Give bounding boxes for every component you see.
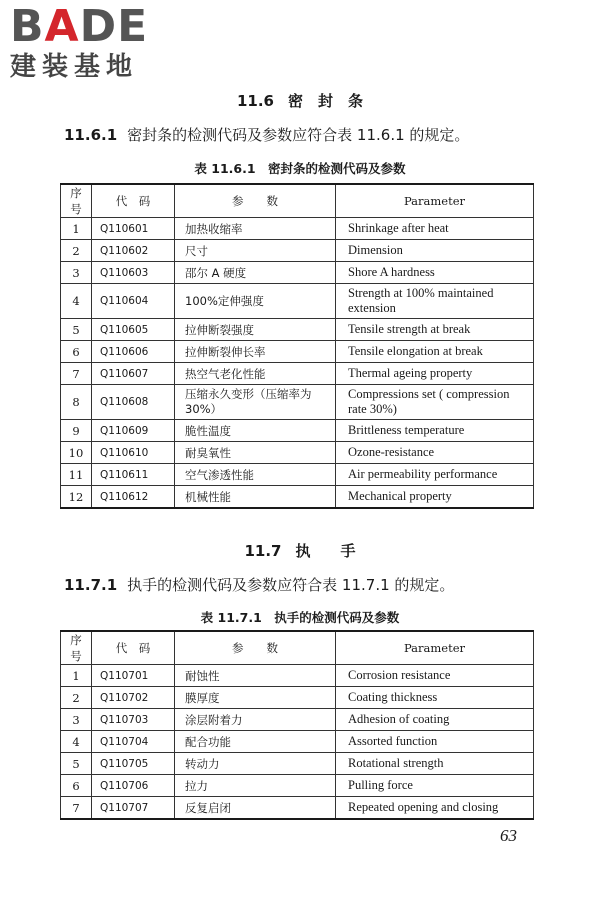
table-row xyxy=(61,385,534,420)
table-caption: 表 11.7.1 执手的检测代码及参数 xyxy=(200,610,400,625)
cell-param-cn: 转动力 xyxy=(175,753,336,775)
cell-code: Q110704 xyxy=(92,731,175,753)
cell-param-cn: 空气渗透性能 xyxy=(175,464,336,486)
cell-param-cn: 膜厚度 xyxy=(175,687,336,709)
cell-no: 8 xyxy=(61,385,92,420)
cell-param-cn: 机械性能 xyxy=(175,486,336,509)
cell-param-cn: 尺寸 xyxy=(175,240,336,262)
cell-code: Q110703 xyxy=(92,709,175,731)
cell-param-cn: 拉伸断裂强度 xyxy=(175,319,336,341)
cell-code: Q110603 xyxy=(92,262,175,284)
table-row xyxy=(61,420,534,442)
clause-text: 11.6.1 密封条的检测代码及参数应符合表 11.6.1 的规定。 xyxy=(64,126,470,144)
page-number: 63 xyxy=(500,826,517,845)
cell-param-en: Thermal ageing property xyxy=(336,363,534,385)
cell-no: 12 xyxy=(61,486,92,509)
cell-no: 7 xyxy=(61,797,92,820)
cell-param-cn: 热空气老化性能 xyxy=(175,363,336,385)
table-row xyxy=(61,731,534,753)
cell-code: Q110609 xyxy=(92,420,175,442)
cell-param-en: Assorted function xyxy=(336,731,534,753)
table-row xyxy=(61,464,534,486)
table-row xyxy=(61,240,534,262)
table-row xyxy=(61,284,534,319)
section-title: 11.6 密 封 条 xyxy=(236,92,364,110)
header-param-cn: 参 数 xyxy=(175,631,336,665)
cell-param-cn: 拉伸断裂伸长率 xyxy=(175,341,336,363)
table-header-row xyxy=(61,631,534,665)
cell-param-cn: 耐臭氧性 xyxy=(175,442,336,464)
table-header-row xyxy=(61,184,534,218)
cell-no: 2 xyxy=(61,240,92,262)
clause-text: 11.7.1 执手的检测代码及参数应符合表 11.7.1 的规定。 xyxy=(64,576,455,594)
cell-no: 10 xyxy=(61,442,92,464)
cell-code: Q110611 xyxy=(92,464,175,486)
cell-param-en: Adhesion of coating xyxy=(336,709,534,731)
cell-param-cn: 脆性温度 xyxy=(175,420,336,442)
table-row xyxy=(61,665,534,687)
cell-param-cn: 加热收缩率 xyxy=(175,218,336,240)
cell-code: Q110706 xyxy=(92,775,175,797)
table-row xyxy=(61,753,534,775)
table-row xyxy=(61,341,534,363)
table-row xyxy=(61,442,534,464)
cell-no: 4 xyxy=(61,284,92,319)
header-no: 序号 xyxy=(61,631,92,665)
cell-code: Q110607 xyxy=(92,363,175,385)
cell-code: Q110605 xyxy=(92,319,175,341)
cell-no: 4 xyxy=(61,731,92,753)
cell-code: Q110608 xyxy=(92,385,175,420)
cell-param-en: Brittleness temperature xyxy=(336,420,534,442)
cell-param-cn: 反复启闭 xyxy=(175,797,336,820)
cell-no: 9 xyxy=(61,420,92,442)
cell-code: Q110604 xyxy=(92,284,175,319)
cell-code: Q110612 xyxy=(92,486,175,509)
cell-no: 3 xyxy=(61,262,92,284)
cell-no: 5 xyxy=(61,319,92,341)
header-code: 代 码 xyxy=(92,184,175,218)
cell-no: 6 xyxy=(61,341,92,363)
cell-code: Q110610 xyxy=(92,442,175,464)
cell-no: 5 xyxy=(61,753,92,775)
cell-param-cn: 配合功能 xyxy=(175,731,336,753)
section-title: 11.7 执 手 xyxy=(244,542,356,560)
table-row xyxy=(61,319,534,341)
cell-code: Q110601 xyxy=(92,218,175,240)
cell-param-en: Corrosion resistance xyxy=(336,665,534,687)
cell-param-en: Repeated opening and closing xyxy=(336,797,534,820)
cell-param-en: Ozone-resistance xyxy=(336,442,534,464)
cell-param-en: Shrinkage after heat xyxy=(336,218,534,240)
cell-param-en: Rotational strength xyxy=(336,753,534,775)
cell-param-cn: 耐蚀性 xyxy=(175,665,336,687)
cell-param-en: Pulling force xyxy=(336,775,534,797)
brand-logo xyxy=(10,1,149,82)
cell-param-en: Shore A hardness xyxy=(336,262,534,284)
table-row xyxy=(61,363,534,385)
logo-subtitle: 建装基地 xyxy=(10,52,139,82)
cell-param-cn: 涂层附着力 xyxy=(175,709,336,731)
cell-param-en: Tensile elongation at break xyxy=(336,341,534,363)
cell-param-en: Strength at 100% maintained extension xyxy=(336,284,534,319)
cell-param-en: Air permeability performance xyxy=(336,464,534,486)
cell-param-cn: 100%定伸强度 xyxy=(175,284,336,319)
header-no: 序号 xyxy=(61,184,92,218)
header-param-cn: 参 数 xyxy=(175,184,336,218)
header-code: 代 码 xyxy=(92,631,175,665)
cell-code: Q110702 xyxy=(92,687,175,709)
cell-param-cn: 压缩永久变形（压缩率为 30%） xyxy=(175,385,336,420)
table-row xyxy=(61,709,534,731)
table-row xyxy=(61,687,534,709)
cell-code: Q110602 xyxy=(92,240,175,262)
cell-param-en: Mechanical property xyxy=(336,486,534,509)
cell-no: 7 xyxy=(61,363,92,385)
cell-param-en: Dimension xyxy=(336,240,534,262)
cell-param-en: Compressions set ( compression rate 30%) xyxy=(336,385,534,420)
cell-param-cn: 拉力 xyxy=(175,775,336,797)
cell-param-en: Tensile strength at break xyxy=(336,319,534,341)
spec-table xyxy=(60,183,534,509)
cell-no: 6 xyxy=(61,775,92,797)
table-row xyxy=(61,218,534,240)
cell-code: Q110701 xyxy=(92,665,175,687)
cell-param-cn: 邵尔 A 硬度 xyxy=(175,262,336,284)
cell-no: 11 xyxy=(61,464,92,486)
cell-code: Q110707 xyxy=(92,797,175,820)
cell-no: 2 xyxy=(61,687,92,709)
spec-table xyxy=(60,630,534,820)
table-row xyxy=(61,775,534,797)
table-row xyxy=(61,262,534,284)
cell-no: 3 xyxy=(61,709,92,731)
header-param-en: Parameter xyxy=(336,631,534,665)
cell-no: 1 xyxy=(61,665,92,687)
cell-no: 1 xyxy=(61,218,92,240)
cell-param-en: Coating thickness xyxy=(336,687,534,709)
header-param-en: Parameter xyxy=(336,184,534,218)
cell-code: Q110705 xyxy=(92,753,175,775)
logo-wordmark: BADE xyxy=(10,1,149,52)
table-caption: 表 11.6.1 密封条的检测代码及参数 xyxy=(194,161,406,176)
table-row xyxy=(61,486,534,509)
table-row xyxy=(61,797,534,820)
cell-code: Q110606 xyxy=(92,341,175,363)
